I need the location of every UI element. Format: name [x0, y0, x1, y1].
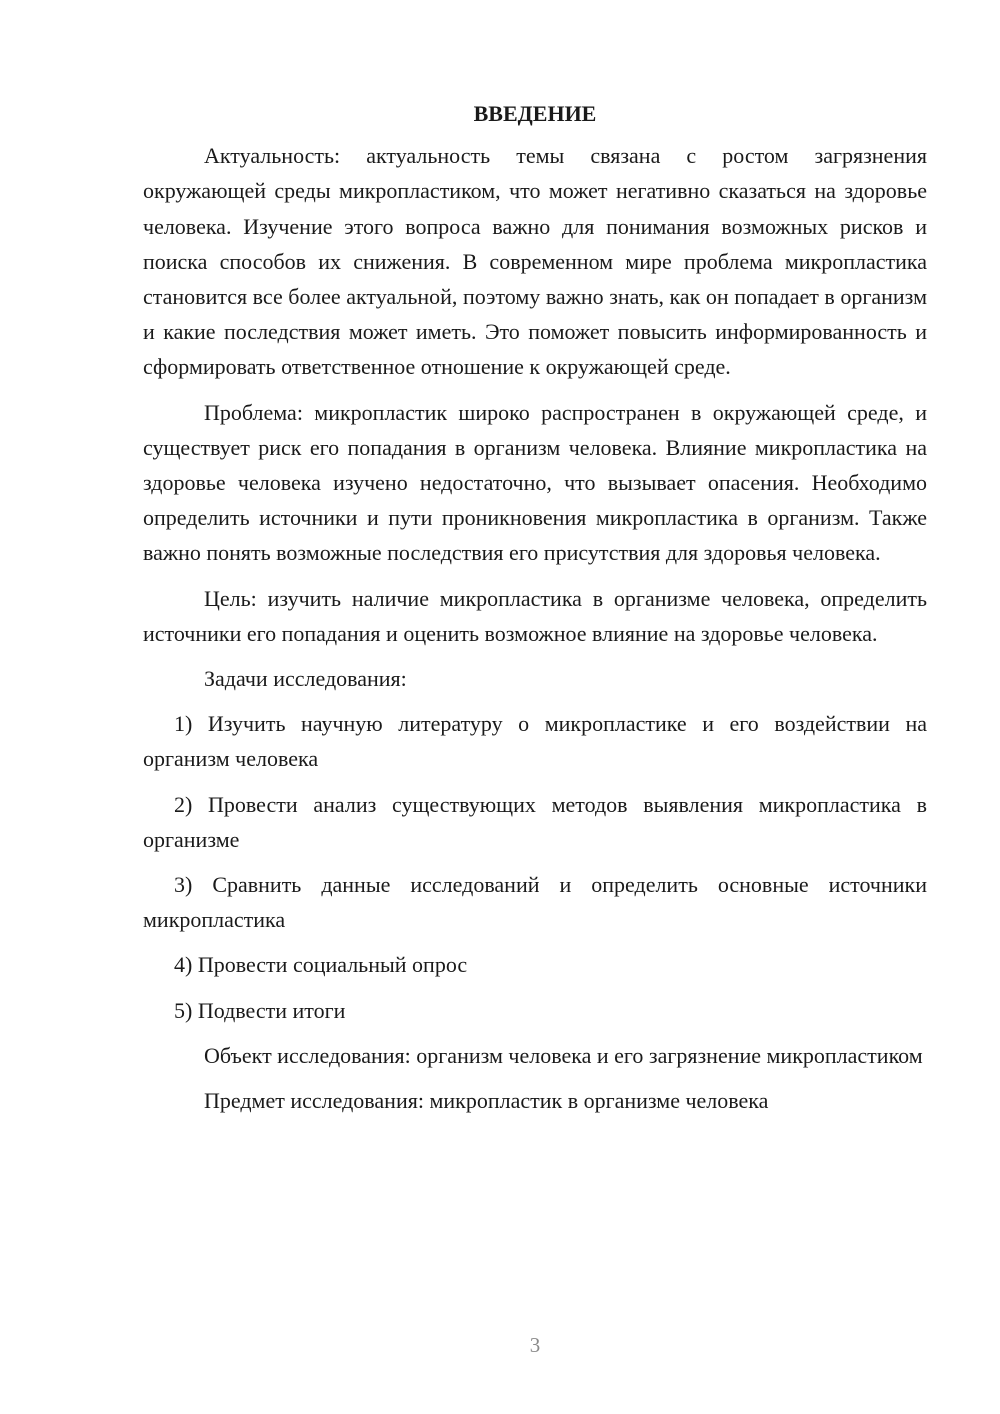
document-page — [143, 96, 927, 1128]
paragraph-relevance: Актуальность: актуальность темы связана с ростом загрязнения окружающей среды микропластиком, что может негативно сказаться на здоровье человека. Изучение этого вопроса важно для понимания возможных рисков и поиска способов их снижения. В современном мире проблема микропластика становится все более актуальной, поэтому важно знать, как он попадает в организм и какие последствия может иметь. Это поможет повысить информированность и сформировать ответственное отношение к окружающей среде. — [143, 143, 927, 380]
page-title: ВВЕДЕНИЕ — [473, 101, 597, 126]
page-number: 3 — [529, 1333, 541, 1357]
task-item-5: 5) Подвести итоги — [174, 997, 346, 1023]
paragraph-problem: Проблема: микропластик широко распространен в окружающей среде, и существует риск его попадания в организм человека. Влияние микропластика на здоровье человека изучено недостаточно, что вызывает опасения. Необходимо определить источники и пути проникновения микропластика в организм. Также важно понять возможные последствия его присутствия для здоровья человека. — [143, 399, 927, 566]
paragraph-subject: Предмет исследования: микропластик в организме человека — [204, 1088, 769, 1114]
paragraph-goal: Цель: изучить наличие микропластика в организме человека, определить источники его попадания и оценить возможное влияние на здоровье человека. — [143, 585, 927, 646]
task-item-4: 4) Провести социальный опрос — [174, 952, 468, 978]
task-item-2: 2) Провести анализ существующих методов выявления микропластика в организме — [143, 791, 927, 852]
task-item-3: 3) Сравнить данные исследований и определить основные источники микропластика — [143, 872, 927, 933]
tasks-heading: Задачи исследования: — [204, 666, 407, 692]
task-item-1: 1) Изучить научную литературу о микропластике и его воздействии на организм человека — [143, 711, 927, 772]
paragraph-object: Объект исследования: организм человека и его загрязнение микропластиком — [204, 1042, 923, 1068]
